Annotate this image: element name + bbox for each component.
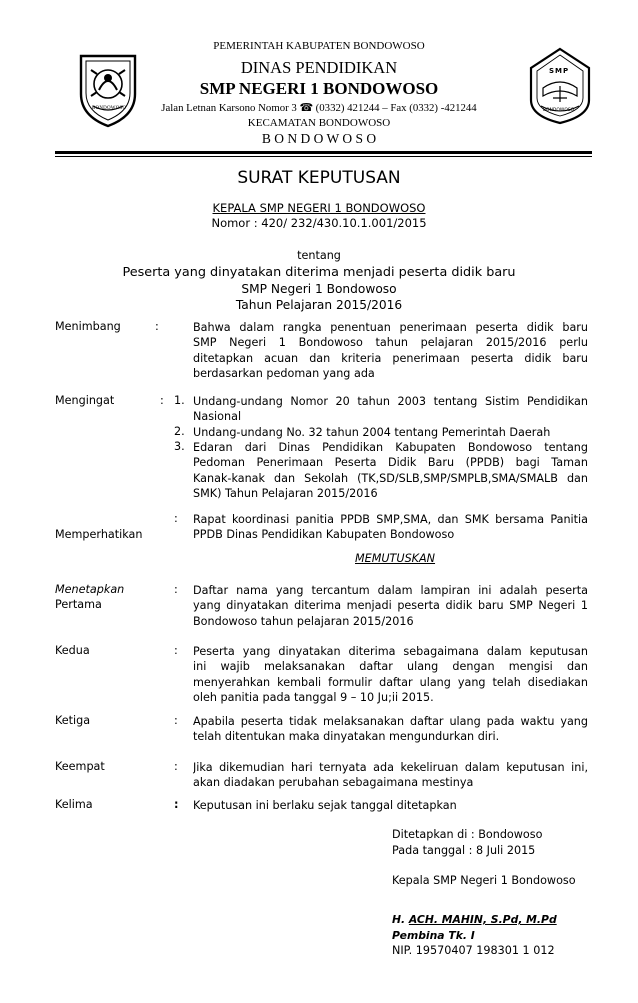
- kedua-line: Peserta yang dinyatakan diterima sebagaimana dalam keputusan: [193, 645, 588, 658]
- letterhead-city: B O N D O W O S O: [261, 131, 377, 146]
- ketiga-label: Ketiga: [55, 714, 91, 727]
- tentang: tentang: [297, 249, 341, 262]
- menimbang-line: SMP Negeri 1 Bondowoso tahun pelajaran 2015/2016 perlu: [193, 336, 588, 350]
- memperhatikan-text: [193, 512, 588, 543]
- ketiga-line: telah ditentukan maka dinyatakan mengundurkan diri.: [193, 730, 500, 744]
- mengingat-line: Nasional: [193, 410, 242, 424]
- kelima-text: [193, 798, 588, 813]
- kedua-line: menyerahkan kembali formulir daftar ulang yang telah disediakan: [193, 675, 588, 689]
- kedua-text: [193, 644, 588, 706]
- signatory-name-text: ACH. MAHIN, S.Pd, M.Pd: [408, 913, 557, 926]
- letterhead-department: DINAS PENDIDIKAN: [240, 58, 398, 77]
- document-title: SURAT KEPUTUSAN: [237, 168, 401, 188]
- menimbang-colon: :: [155, 320, 159, 333]
- right-logo-caption-bottom: BONDOWOSO: [543, 108, 575, 113]
- memperhatikan-label: Memperhatikan: [55, 528, 143, 541]
- signatory-name-prefix: H.: [392, 913, 409, 926]
- keempat-colon: :: [174, 760, 178, 773]
- memperhatikan-line: Rapat koordinasi panitia PPDB SMP,SMA, dan SMK bersama Panitia: [193, 513, 588, 526]
- mengingat-item-number: 1.: [174, 394, 185, 407]
- signatory-nip: NIP. 19570407 198301 1 012: [392, 944, 555, 957]
- address-street: Jalan Letnan Karsono Nomor 3: [161, 102, 297, 114]
- subject-line-1: Peserta yang dinyatakan diterima menjadi peserta didik baru: [122, 265, 516, 280]
- signature-place: Ditetapkan di : Bondowoso: [392, 828, 543, 841]
- phone-icon: ☎: [299, 102, 313, 114]
- pertama-label: Pertama: [55, 598, 102, 611]
- kelima-colon: :: [174, 798, 179, 811]
- menetapkan-label: Menetapkan: [55, 583, 125, 596]
- menetapkan-line: Bondowoso tahun pelajaran 2015/2016: [193, 614, 414, 628]
- mengingat-item-number: 2.: [174, 425, 185, 438]
- issuer-text: KEPALA SMP NEGERI 1 BONDOWOSO: [212, 201, 426, 215]
- mengingat-item-2: [193, 425, 588, 440]
- menetapkan-line: yang dinyatakan diterima menjadi peserta didik baru SMP Negeri 1: [193, 599, 588, 613]
- menetapkan-text: [193, 583, 588, 629]
- signature-date: Pada tanggal : 8 Juli 2015: [392, 844, 536, 857]
- signatory-name: [392, 913, 557, 926]
- menimbang-line: ditetapkan acuan dan kriteria penerimaan peserta didik baru: [193, 351, 588, 365]
- kedua-line: ini wajib melaksanakan daftar ulang dengan mengisi dan: [193, 660, 588, 674]
- left-logo-caption: BONDOWOSO: [92, 106, 127, 111]
- decree-number: Nomor : 420/ 232/430.10.1.001/2015: [211, 216, 427, 230]
- kedua-line: oleh panitia pada tanggal 9 – 10 Ju;ii 2015.: [193, 691, 434, 705]
- right-logo-caption-top: SMP: [549, 67, 570, 75]
- letterhead-government: PEMERINTAH KABUPATEN BONDOWOSO: [213, 40, 425, 52]
- keempat-text: [193, 760, 588, 791]
- keempat-line: Jika dikemudian hari ternyata ada kekeliruan dalam keputusan ini,: [193, 761, 588, 774]
- memutuskan-text: MEMUTUSKAN: [355, 552, 436, 565]
- mengingat-line: Undang-undang Nomor 20 tahun 2003 tentang Sistim Pendidikan: [193, 395, 588, 408]
- kelima-line: Keputusan ini berlaku sejak tanggal ditetapkan: [193, 799, 457, 812]
- kedua-colon: :: [174, 644, 178, 657]
- keempat-label: Keempat: [55, 760, 105, 773]
- kedua-label: Kedua: [55, 644, 90, 657]
- menimbang-label: Menimbang: [55, 320, 121, 333]
- ketiga-colon: :: [174, 714, 178, 727]
- mengingat-line: Kanak-kanak dan Sekolah (TK,SD/SLB,SMP/SMPLB,SMA/SMALB dan: [193, 471, 588, 485]
- keempat-line: akan diadakan perubahan sebagaimana mestinya: [193, 776, 474, 790]
- mengingat-item-number: 3.: [174, 440, 185, 453]
- menetapkan-line: Daftar nama yang tercantum dalam lampiran ini adalah peserta: [193, 584, 588, 597]
- mengingat-label: Mengingat: [55, 394, 115, 407]
- menimbang-line: berdasarkan pedoman yang ada: [193, 367, 375, 381]
- mengingat-line: Edaran dari Dinas Pendidikan Kabupaten Bondowoso tentang: [193, 441, 588, 454]
- memutuskan-heading: [355, 552, 435, 565]
- subject-line-3: Tahun Pelajaran 2015/2016: [235, 298, 403, 312]
- kelima-label: Kelima: [55, 798, 93, 811]
- memperhatikan-colon: :: [174, 512, 178, 525]
- mengingat-line: Undang-undang No. 32 tahun 2004 tentang Pemerintah Daerah: [193, 426, 551, 439]
- mengingat-item-3: [193, 440, 588, 502]
- mengingat-line: Pedoman Penerimaan Peserta Didik Baru (PPDB) bagi Taman: [193, 456, 588, 470]
- mengingat-item-1: [193, 394, 588, 425]
- memperhatikan-line: PPDB Dinas Pendidikan Kabupaten Bondowoso: [193, 528, 455, 542]
- ketiga-line: Apabila peserta tidak melaksanakan daftar ulang pada waktu yang: [193, 715, 588, 728]
- letterhead-rule-thin: [55, 156, 592, 157]
- issuer: [0, 201, 638, 215]
- letterhead-district: KECAMATAN BONDOWOSO: [247, 117, 391, 129]
- letterhead-rule-thick: [55, 151, 592, 154]
- letterhead-school-name: SMP NEGERI 1 BONDOWOSO: [199, 79, 439, 98]
- letterhead-address: [0, 101, 638, 114]
- menimbang-text: [193, 320, 588, 382]
- mengingat-colon: :: [160, 394, 164, 407]
- ketiga-text: [193, 714, 588, 745]
- signature-position: Kepala SMP Negeri 1 Bondowoso: [392, 874, 576, 887]
- menetapkan-colon: :: [174, 583, 178, 596]
- address-phone-fax: (0332) 421244 – Fax (0332) -421244: [315, 102, 477, 114]
- subject-line-2: SMP Negeri 1 Bondowoso: [241, 282, 397, 296]
- signatory-rank: Pembina Tk. I: [392, 929, 475, 942]
- mengingat-line: SMK) Tahun Pelajaran 2015/2016: [193, 487, 378, 501]
- menimbang-line: Bahwa dalam rangka penentuan penerimaan peserta didik baru: [193, 321, 588, 334]
